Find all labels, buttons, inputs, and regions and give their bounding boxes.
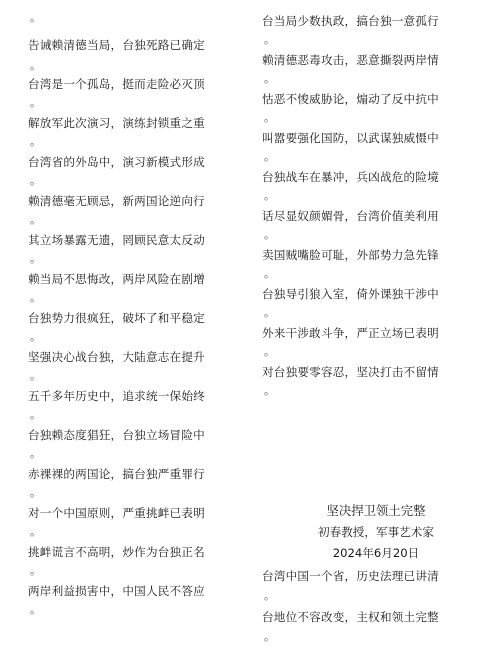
poem-line: 台独战车在暴冲，兵凶战危的险境 xyxy=(262,170,439,184)
poem-line: 解放军此次演习，演练封锁重之重 xyxy=(28,116,205,130)
line-separator: 。 xyxy=(264,589,275,602)
line-separator: 。 xyxy=(30,252,41,265)
line-separator: 。 xyxy=(264,33,275,46)
line-separator: 。 xyxy=(30,59,41,72)
poem-line: 话尽显奴颜媚骨，台湾价值美利用 xyxy=(262,209,439,223)
poem-line: 五千多年历史中，追求统一保始终 xyxy=(28,389,205,403)
line-separator: 。 xyxy=(30,369,41,382)
poem-line: 对台独要零容忍，坚决打击不留情 xyxy=(262,365,439,379)
line-separator: 。 xyxy=(30,603,41,616)
line-separator: 。 xyxy=(264,189,275,202)
poem-line: 台独赖态度猖狂，台独立场冒险中 xyxy=(28,428,205,442)
line-separator: 。 xyxy=(30,564,41,577)
line-separator: 。 xyxy=(264,228,275,241)
poem-line: 挑衅谎言不高明，炒作为台独正名 xyxy=(28,545,205,559)
poem-line: 两岸利益损害中，中国人民不答应 xyxy=(28,584,205,598)
poem-line: 外来干涉敢斗争，严正立场已表明 xyxy=(262,326,439,340)
signature-title: 坚决捍卫领土完整 xyxy=(326,503,426,518)
poem-line: 赖当局不思悔改，两岸风险在剧增 xyxy=(28,272,205,286)
line-separator: 。 xyxy=(264,267,275,280)
line-separator: 。 xyxy=(30,486,41,499)
signature-author: 初春教授，军事艺术家 xyxy=(318,525,434,539)
poem-line: 台地位不容改变，主权和领土完整 xyxy=(262,610,439,624)
line-separator: 。 xyxy=(30,408,41,421)
line-separator: 。 xyxy=(30,447,41,460)
poem-line: 台独导引狼入室，倚外课独干涉中 xyxy=(262,287,439,301)
line-separator: 。 xyxy=(30,330,41,343)
line-separator: 。 xyxy=(264,111,275,124)
line-separator: 。 xyxy=(30,96,41,109)
poem-line: 台湾中国一个省，历史法理已讲清 xyxy=(262,569,439,583)
line-separator: 。 xyxy=(264,150,275,163)
poem-line: 卖国贼嘴脸可耻，外部势力急先锋 xyxy=(262,248,439,262)
line-separator: 。 xyxy=(30,291,41,304)
poem-line: 坚强决心战台独，大陆意志在提升 xyxy=(28,350,205,364)
poem-line: 台湾是一个孤岛，挺而走险必灭顶 xyxy=(28,77,205,91)
poem-line: 其立场暴露无遗，罔顾民意太反动 xyxy=(28,233,205,247)
line-separator: 。 xyxy=(30,213,41,226)
line-separator: 。 xyxy=(30,135,41,148)
line-separator: 。 xyxy=(30,11,41,24)
signature-date: 2024年6月20日 xyxy=(332,546,420,560)
poem-line: 告诫赖清德当局，台独死路已确定 xyxy=(28,38,205,52)
line-separator: 。 xyxy=(30,525,41,538)
poem-line: 台当局少数执政，搞台独一意孤行 xyxy=(262,14,439,28)
line-separator: 。 xyxy=(264,630,275,643)
poem-line: 怙恶不悛威胁论，煽动了反中抗中 xyxy=(262,92,439,106)
poem-line: 对一个中国原则，严重挑衅已表明 xyxy=(28,506,205,520)
line-separator: 。 xyxy=(264,345,275,358)
poem-line: 台湾省的外岛中，演习新模式形成 xyxy=(28,155,205,169)
line-separator: 。 xyxy=(264,306,275,319)
poem-line: 赤裸裸的两国论，搞台独严重罪行 xyxy=(28,467,205,481)
poem-line: 台独势力很疯狂，破坏了和平稳定 xyxy=(28,311,205,325)
line-separator: 。 xyxy=(30,174,41,187)
poem-line: 赖清德毫无顾忌，新两国论逆向行 xyxy=(28,194,205,208)
line-separator: 。 xyxy=(264,72,275,85)
poem-line: 叫嚣要强化国防，以武谋独威慑中 xyxy=(262,131,439,145)
line-separator: 。 xyxy=(264,384,275,397)
poem-line: 赖清德恶毒攻击，恶意撕裂两岸情 xyxy=(262,53,439,67)
